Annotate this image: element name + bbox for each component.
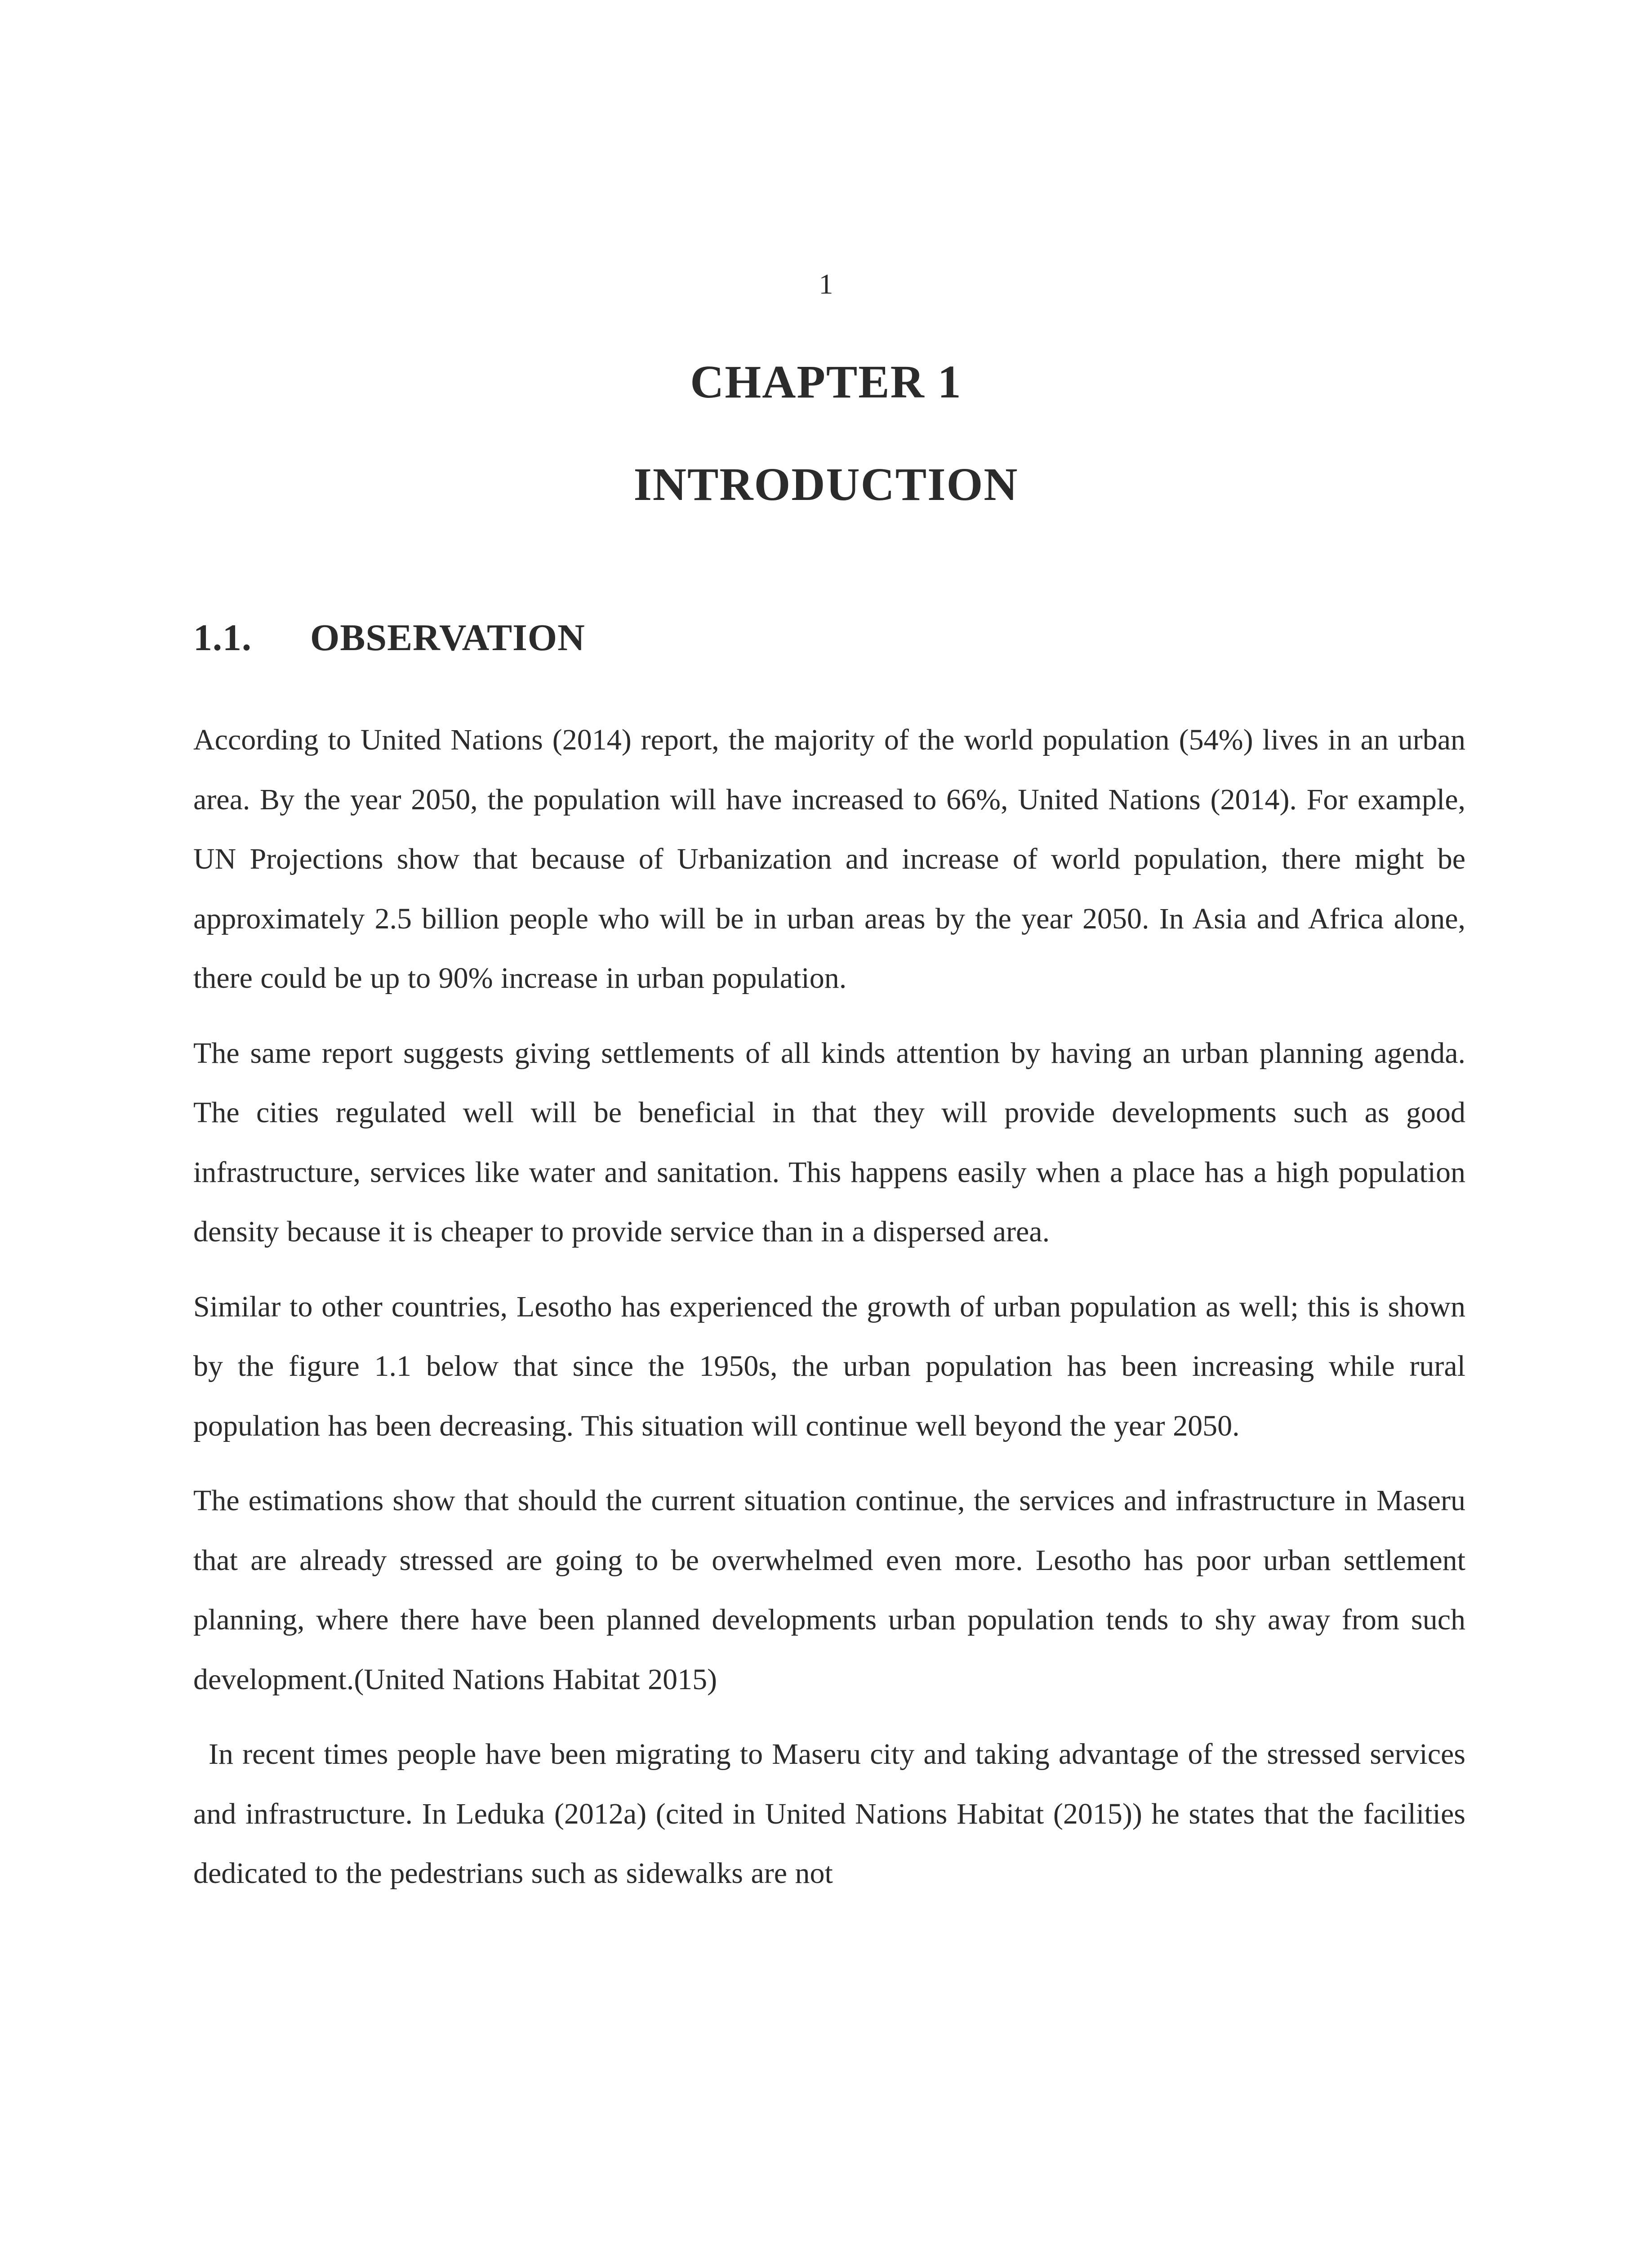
chapter-label: CHAPTER 1 [690, 356, 962, 408]
section-heading [193, 616, 585, 660]
section-title: OBSERVATION [310, 617, 585, 659]
body-text [193, 710, 1465, 1919]
page-number [0, 268, 1652, 301]
paragraph: Similar to other countries, Lesotho has experienced the growth of urban population as well; this is shown by the figure 1.1 below that since the 1950s, the urban population has been increasing while rural population has been decreasing. This situation will continue well beyond the year 2050. [193, 1290, 1465, 1442]
paragraph: In recent times people have been migrating to Maseru city and taking advantage of the stressed services and infrastructure. In Leduka (2012a) (cited in United Nations Habitat (2015)) he states that the facilities dedicated to the pedestrians such as sidewalks are not [193, 1738, 1465, 1890]
paragraph: The estimations show that should the current situation continue, the services and infrastructure in Maseru that are already stressed are going to be overwhelmed even more. Lesotho has poor urban settlement planning, where there have been planned developments urban population tends to shy away from such development.(United Nations Habitat 2015) [193, 1484, 1465, 1696]
section-number: 1.1. [193, 617, 252, 659]
paragraph: According to United Nations (2014) report, the majority of the world population (54%) lives in an urban area. By the year 2050, the population will have increased to 66%, United Nations (2014). For example, UN Projections show that because of Urbanization and increase of world population, there might be approximately 2.5 billion people who will be in urban areas by the year 2050. In Asia and Africa alone, there could be up to 90% increase in urban population. [193, 723, 1465, 995]
chapter-title: INTRODUCTION [633, 459, 1019, 510]
page-number-text: 1 [819, 268, 833, 300]
paragraph: The same report suggests giving settlements of all kinds attention by having an urban planning agenda. The cities regulated well will be beneficial in that they will provide developments such as good infrastructure, services like water and sanitation. This happens easily when a place has a high population density because it is cheaper to provide service than in a dispersed area. [193, 1036, 1465, 1248]
